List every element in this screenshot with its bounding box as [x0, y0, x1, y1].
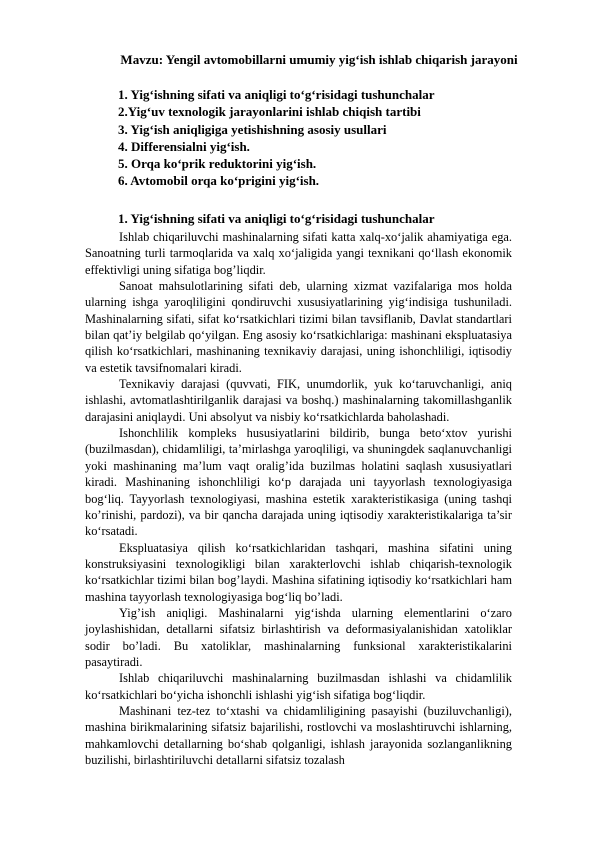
- paragraph: Ishlab chiqariluvchi mashinalarning sifati katta xalq-xo‘jalik ahamiyatiga ega. Sanoatning turli tarmoqlarida va xalq xo‘jaligida yangi texnikani qo‘llash ekonomik effektivligi uning sifatiga bog’liqdir.: [85, 230, 512, 277]
- paragraph: Yig’ish aniqligi. Mashinalarni yig‘ishda ularning elementlarini o‘zaro joylashishidan, detallarni sifatsiz birlashtirish va deformasiyalanishidan xatoliklar sodir bo’ladi. Bu xatoliklar, mashinalarning funksional xarakteristikalarini pasaytiradi.: [85, 605, 512, 669]
- table-of-contents: [118, 86, 435, 190]
- toc-item: 1. Yig‘ishning sifati va aniqligi to‘g‘risidagi tushunchalar: [118, 87, 435, 102]
- document-title: Mavzu: Yengil avtomobillarni umumiy yig‘ish ishlab chiqarish jarayoni: [120, 52, 518, 67]
- paragraph: Ishonchlilik kompleks hususiyatlarini bildirib, bunga beto‘xtov yurishi (buzilmasdan), chidamliligi, ta’mirlashga yaroqliligi, va shuningdek saqlanuvchanligi yoki mashinaning ma’lum vaqt oralig’ida buzilmas holatini saqlash xususiyatlari kiradi. Mashinaning ishonchliligi ko‘p darajada uni tayyorlash texnologiyasiga bog‘liq. Tayyorlash texnologiyasi, mashina estetik xarakteristikasiga (uning tashqi ko’rinishi, pardozi), va bir qancha darajada uning iqtisodiy xarakteristikalariga ta’sir ko‘rsatadi.: [85, 426, 512, 539]
- toc-item: 6. Avtomobil orqa ko‘prigini yig‘ish.: [118, 173, 320, 189]
- toc-item: 3. Yig‘ish aniqligiga yetishishning asosiy usullari: [118, 121, 387, 137]
- paragraph: Mashinani tez-tez to‘xtashi va chidamliligining pasayishi (buziluvchanligi), mashina birikmalarining sifatsiz bajarilishi, rostlovchi va moslashtiruvchi ishlarning, mahkamlovchi detallarning bo‘shab qolganligi, ishlash jarayonida sozlanganlikning buzilishi, birlashtiriluvchi detallarni sifatsiz tozalash: [85, 703, 512, 767]
- toc-item: 5. Orqa ko‘prik reduktorini yig‘ish.: [118, 156, 317, 172]
- toc-item: 4. Differensialni yig‘ish.: [118, 138, 250, 154]
- paragraph: Sanoat mahsulotlarining sifati deb, ularning xizmat vazifalariga mos holda ularning ishga yaroqliligini qondiruvchi xususiyatlarining yig‘indisiga tushuniladi. Mashinalarning sifati, sifat ko‘rsatkichlari tizimi bilan tavsiflanib, Davlat standartlari bilan qat’iy belgilab qo‘yilgan. Eng asosiy ko‘rsatkichlariga: mashinani ekspluatasiya qilish ko‘rsatkichlari, mashinaning texnikaviy darajasi, uning ishonchliligi, iqtisodiy va estetik tavsifnomalari kiradi.: [85, 279, 512, 375]
- toc-item: 2.Yig‘uv texnologik jarayonlarini ishlab chiqish tartibi: [118, 104, 421, 120]
- body-text: [85, 229, 512, 768]
- section-heading: 1. Yig‘ishning sifati va aniqligi to‘g‘risidagi tushunchalar: [118, 211, 435, 226]
- paragraph: Texnikaviy darajasi (quvvati, FIK, unumdorlik, yuk ko‘taruvchanligi, aniq ishlashi, avtomatlashtirilganlik darajasi va boshq.) mashinalarning takomillashganlik darajasini aniqlaydi. Uni absolyut va nisbiy ko‘rsatkichlarda baholashadi.: [85, 377, 512, 424]
- paragraph: Ekspluatasiya qilish ko‘rsatkichlaridan tashqari, mashina sifatini uning konstruksiyasini texnologikligi bilan xarakterlovchi ishlab chiqarish-texnologik ko‘rsatkichlar tizimi bilan bog’laydi. Mashina sifatining iqtisodiy ko‘rsatkichlari ham mashina tayyorlash texnologiyasiga bog‘liq bo’ladi.: [85, 540, 512, 604]
- paragraph: Ishlab chiqariluvchi mashinalarning buzilmasdan ishlashi va chidamlilik ko‘rsatkichlari bo‘yicha ishonchli ishlashi yig‘ish sifatiga bog‘liqdir.: [85, 671, 512, 702]
